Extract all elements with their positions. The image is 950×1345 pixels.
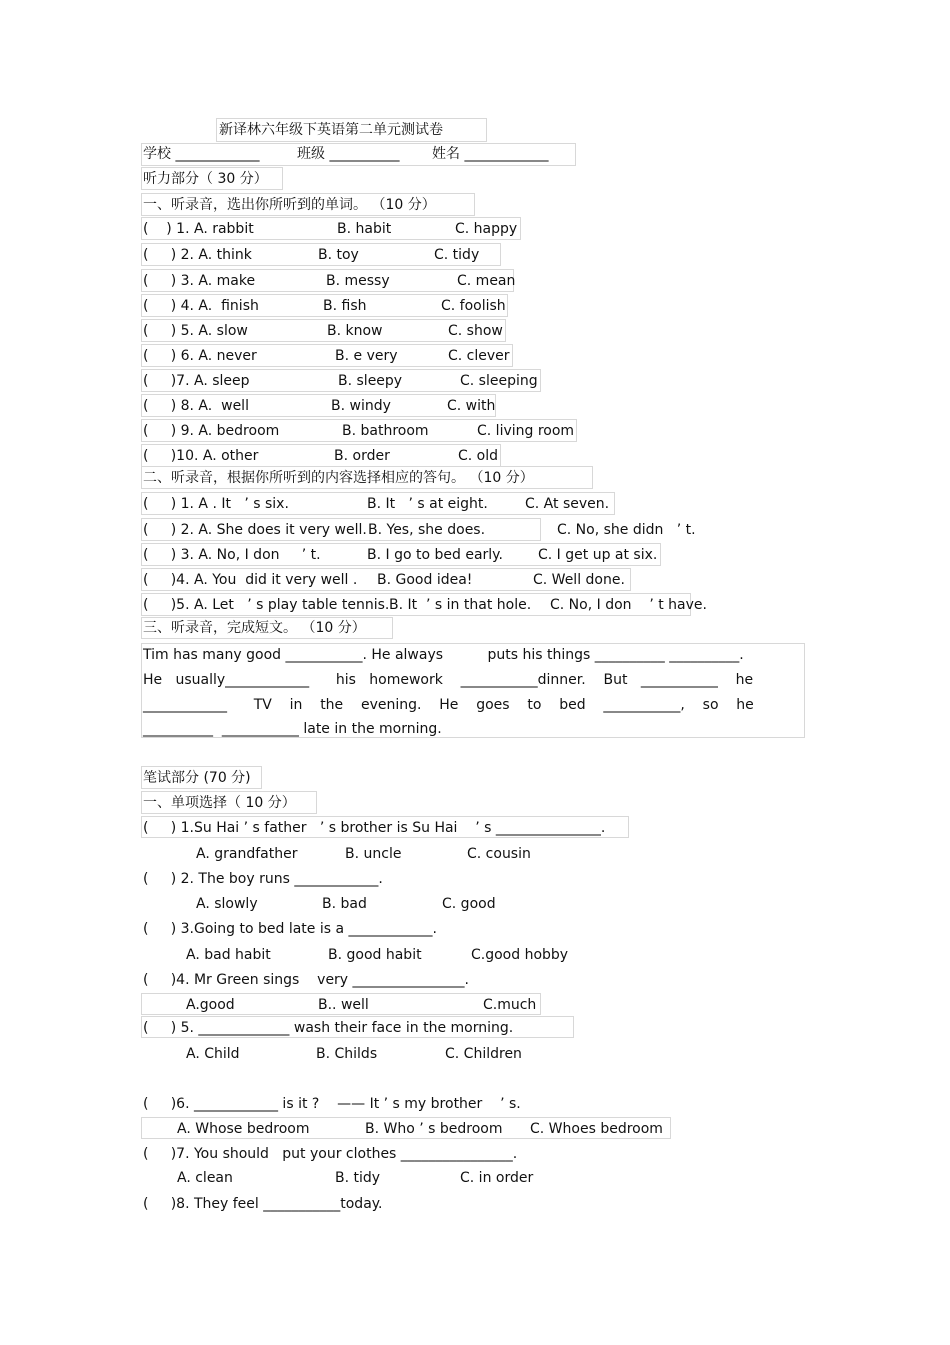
question-3: ( ) 3.Going to bed late is a ____________. <box>143 921 437 937</box>
question-1: ( ) 1.Su Hai ’ s father ’ s brother is Su Hai ’ s _______________. <box>143 820 606 836</box>
class-field: 班级 __________ <box>297 146 400 162</box>
p2rows-row-2-col-2: B. Yes, she does. <box>368 522 486 538</box>
p1rows-row-9-col-2: B. bathroom <box>342 423 429 439</box>
q1-option-a: A. grandfather <box>196 846 298 862</box>
q2-option-c: C. good <box>442 896 496 912</box>
q1-option-c: C. cousin <box>467 846 531 862</box>
p1rows-row-10-col-1: ( )10. A. other <box>143 448 259 464</box>
passage-line-4: __________ ___________ late in the morning. <box>143 721 442 737</box>
p2rows-row-5-col-2: B. It ’ s in that hole. <box>389 597 532 613</box>
p1rows-row-2-col-1: ( ) 2. A. think <box>143 247 252 263</box>
q7-option-a: A. clean <box>177 1170 233 1186</box>
p1rows-row-5-col-3: C. show <box>448 323 503 339</box>
q3-option-c: C.good hobby <box>471 947 569 963</box>
q4-option-a: A.good <box>186 997 235 1013</box>
p1rows-row-9-col-1: ( ) 9. A. bedroom <box>143 423 280 439</box>
q4-option-b: B.. well <box>318 997 369 1013</box>
passage-line-3: ____________ TV in the evening. He goes to bed ___________, so he <box>143 697 754 713</box>
q6-option-c: C. Whoes bedroom <box>530 1121 663 1137</box>
p2rows-row-4-col-3: C. Well done. <box>533 572 625 588</box>
p1rows-row-10-col-3: C. old <box>458 448 499 464</box>
p1rows-row-7-col-3: C. sleeping <box>460 373 538 389</box>
p1rows-row-4-col-3: C. foolish <box>441 298 506 314</box>
question-2: ( ) 2. The boy runs ____________. <box>143 871 383 887</box>
q2-option-b: B. bad <box>322 896 367 912</box>
p1rows-row-6-col-3: C. clever <box>448 348 510 364</box>
q4-option-c: C.much <box>483 997 537 1013</box>
p2rows-row-4-col-1: ( )4. A. You did it very well . <box>143 572 358 588</box>
listening-section-title: 听力部分（ 30 分） <box>143 171 268 187</box>
q6-option-b: B. Who ’ s bedroom <box>365 1121 503 1137</box>
q5-option-a: A. Child <box>186 1046 240 1062</box>
p1rows-row-1-col-3: C. happy <box>455 221 518 237</box>
p1rows-row-8-col-3: C. with <box>447 398 496 414</box>
question-8: ( )8. They feel ___________today. <box>143 1196 383 1212</box>
name-field: 姓名 ____________ <box>432 146 549 162</box>
p1rows-row-4-col-2: B. fish <box>323 298 367 314</box>
q3-option-b: B. good habit <box>328 947 422 963</box>
p2rows-row-3-col-2: B. I go to bed early. <box>367 547 503 563</box>
passage-line-2: He usually____________ his homework ___________dinner. But ___________ he <box>143 672 754 688</box>
p1rows-row-3-col-2: B. messy <box>326 273 390 289</box>
p2rows-row-1-col-3: C. At seven. <box>525 496 610 512</box>
p1rows-row-1-col-1: ( ) 1. A. rabbit <box>143 221 254 237</box>
q1-option-b: B. uncle <box>345 846 402 862</box>
p1rows-row-7-col-2: B. sleepy <box>338 373 403 389</box>
p1rows-row-5-col-1: ( ) 5. A. slow <box>143 323 248 339</box>
listening-part1-title: 一、听录音，选出你所听到的单词。 （10 分） <box>143 197 436 213</box>
listening-part2-title: 二、听录音，根据你所听到的内容选择相应的答句。 （10 分） <box>143 470 534 486</box>
listening-part3-title: 三、听录音，完成短文。 （10 分） <box>143 620 366 636</box>
q5-option-b: B. Childs <box>316 1046 378 1062</box>
question-4: ( )4. Mr Green sings very ________________. <box>143 972 469 988</box>
p1rows-row-9-col-3: C. living room <box>477 423 575 439</box>
p1rows-row-1-col-2: B. habit <box>337 221 392 237</box>
q5-option-c: C. Children <box>445 1046 522 1062</box>
school-field: 学校 ____________ <box>143 146 260 162</box>
written-section-title: 笔试部分 (70 分) <box>143 770 251 786</box>
question-5: ( ) 5. _____________ wash their face in the morning. <box>143 1020 514 1036</box>
p2rows-row-2-col-1: ( ) 2. A. She does it very well. <box>143 522 367 538</box>
q2-option-a: A. slowly <box>196 896 258 912</box>
p2rows-row-4-col-2: B. Good idea! <box>377 572 473 588</box>
p1rows-row-8-col-2: B. windy <box>331 398 391 414</box>
q3-option-a: A. bad habit <box>186 947 271 963</box>
q7-option-c: C. in order <box>460 1170 534 1186</box>
p2rows-row-5-col-1: ( )5. A. Let ’ s play table tennis. <box>143 597 390 613</box>
q6-option-a: A. Whose bedroom <box>177 1121 310 1137</box>
passage-line-1: Tim has many good ___________. He always puts his things __________ __________. <box>143 647 744 663</box>
p1rows-row-7-col-1: ( )7. A. sleep <box>143 373 250 389</box>
page-title: 新译林六年级下英语第二单元测试卷 <box>219 122 443 138</box>
p1rows-row-3-col-1: ( ) 3. A. make <box>143 273 256 289</box>
p1rows-row-5-col-2: B. know <box>327 323 383 339</box>
p1rows-row-4-col-1: ( ) 4. A. finish <box>143 298 259 314</box>
p1rows-row-3-col-3: C. mean <box>457 273 516 289</box>
p1rows-row-10-col-2: B. order <box>334 448 390 464</box>
p1rows-row-8-col-1: ( ) 8. A. well <box>143 398 249 414</box>
p1rows-row-2-col-2: B. toy <box>318 247 359 263</box>
question-6: ( )6. ____________ is it ? —— It ’ s my brother ’ s. <box>143 1096 521 1112</box>
written-part1-title: 一、单项选择（ 10 分） <box>143 795 296 811</box>
q7-option-b: B. tidy <box>335 1170 381 1186</box>
p1rows-row-6-col-1: ( ) 6. A. never <box>143 348 257 364</box>
p2rows-row-1-col-2: B. It ’ s at eight. <box>367 496 488 512</box>
p2rows-row-3-col-1: ( ) 3. A. No, I don ’ t. <box>143 547 321 563</box>
p1rows-row-2-col-3: C. tidy <box>434 247 480 263</box>
p2rows-row-1-col-1: ( ) 1. A . It ’ s six. <box>143 496 289 512</box>
p2rows-row-2-col-3: C. No, she didn ’ t. <box>557 522 696 538</box>
p2rows-row-3-col-3: C. I get up at six. <box>538 547 658 563</box>
question-7: ( )7. You should put your clothes ________________. <box>143 1146 518 1162</box>
p2rows-row-5-col-3: C. No, I don ’ t have. <box>550 597 707 613</box>
p1rows-row-6-col-2: B. e very <box>335 348 398 364</box>
